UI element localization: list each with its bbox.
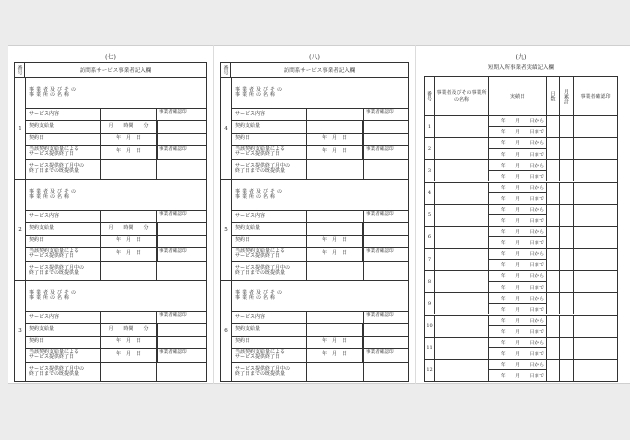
record-cumulative[interactable] (560, 316, 574, 337)
record-business-name[interactable] (435, 271, 489, 292)
record-number: 7 (425, 249, 435, 270)
panel-title: 短期入所事業者実績記入欄 (487, 65, 554, 71)
record-days[interactable] (547, 116, 560, 137)
number-header: 番号 (221, 63, 231, 77)
field-label-used: サービス提供終了月中の 終了日までの既提供量 (26, 363, 101, 382)
field-label-amt: 契約支給量 (26, 223, 101, 234)
form-row-svc (232, 210, 408, 222)
period-from[interactable]: 年 月 日から (489, 138, 546, 149)
record-business-name[interactable] (435, 293, 489, 314)
form-row-biz (26, 180, 206, 210)
record-business-name[interactable] (435, 227, 489, 248)
form-row-date (232, 133, 408, 145)
entry-number: 2 (18, 227, 22, 233)
period-from[interactable]: 年 月 日から (489, 249, 546, 260)
period-from[interactable]: 年 月 日から (489, 205, 546, 216)
value-field-end1[interactable]: 年 月 日 (307, 349, 363, 362)
period-to[interactable]: 年 月 日まで (500, 196, 544, 202)
service-field[interactable] (101, 211, 157, 222)
form-row-end1 (26, 247, 206, 261)
record-row (425, 182, 617, 204)
field-label-end1: 当該契約支給量による サービス提供終了日 (232, 248, 307, 261)
record-days[interactable] (547, 205, 560, 226)
field-label-end1: 当該契約支給量による サービス提供終了日 (232, 146, 307, 159)
value-field-date[interactable]: 年 月 日 (101, 134, 157, 145)
record-cumulative[interactable] (560, 293, 574, 314)
seal-label: 事業者確認印 (366, 212, 394, 218)
record-period (489, 205, 547, 226)
record-days[interactable] (547, 293, 560, 314)
form-row-end1 (26, 145, 206, 159)
record-business-name[interactable] (435, 183, 489, 204)
entry-number: 5 (224, 227, 228, 233)
form-table (220, 62, 409, 382)
record-cumulative[interactable] (560, 249, 574, 270)
period-from[interactable]: 年 月 日から (489, 227, 546, 238)
record-days[interactable] (547, 183, 560, 204)
form-row-amt (232, 222, 408, 234)
record-number: 11 (425, 338, 435, 359)
value-field-date[interactable]: 年 月 日 (307, 134, 363, 145)
record-period (489, 293, 547, 314)
record-seal[interactable] (574, 360, 617, 381)
form-row-used (232, 261, 408, 281)
period-to[interactable]: 年 月 日まで (500, 374, 544, 380)
service-field[interactable] (307, 312, 364, 323)
value-field-date[interactable]: 年 月 日 (101, 337, 157, 348)
record-number: 12 (425, 360, 435, 381)
record-period (489, 160, 547, 181)
entry-body (231, 180, 408, 280)
field-label-amt: 契約支給量 (26, 324, 101, 335)
period-to[interactable]: 年 月 日まで (500, 219, 544, 225)
seal-box[interactable]: 事業者確認印 (159, 349, 187, 355)
record-period (489, 360, 547, 381)
used-amount-field[interactable] (307, 262, 364, 281)
record-cumulative[interactable] (560, 271, 574, 292)
seal-box[interactable]: 事業者確認印 (159, 146, 187, 152)
field-label-end1: 当該契約支給量による サービス提供終了日 (26, 349, 101, 362)
header-no: 番号 (425, 77, 435, 115)
form-row-date (232, 235, 408, 247)
entry-body (231, 78, 408, 179)
form-row-amt (26, 222, 206, 234)
record-table (424, 76, 618, 382)
record-period (489, 338, 547, 359)
record-days[interactable] (547, 138, 560, 159)
record-period (489, 183, 547, 204)
form-row-date (232, 336, 408, 348)
record-number: 5 (425, 205, 435, 226)
section-title: 訪問系サービス事業者記入欄 (283, 68, 356, 74)
form-table (14, 62, 207, 382)
record-row (425, 359, 617, 381)
record-period (489, 138, 547, 159)
form-row-biz (26, 281, 206, 311)
record-number: 3 (425, 160, 435, 181)
record-cumulative[interactable] (560, 183, 574, 204)
record-days[interactable] (547, 316, 560, 337)
field-label-biz: 事業者及びその 事業所の名称 (29, 188, 79, 201)
service-field[interactable] (307, 211, 364, 222)
record-seal[interactable] (574, 227, 617, 248)
period-from[interactable]: 年 月 日から (489, 338, 546, 349)
record-business-name[interactable] (435, 160, 489, 181)
seal-box[interactable] (156, 262, 206, 281)
field-label-date: 契約日 (232, 337, 307, 348)
form-row-used (26, 159, 206, 179)
field-label-svc: サービス内容 (232, 109, 307, 120)
panel-nine (424, 54, 618, 382)
table-header (15, 63, 206, 78)
record-seal[interactable] (574, 293, 617, 314)
form-row-svc (26, 210, 206, 222)
period-to[interactable]: 年 月 日まで (500, 307, 544, 313)
form-row-date (26, 336, 206, 348)
period-to[interactable]: 年 月 日まで (500, 263, 544, 269)
header-days: 日数 (547, 77, 560, 115)
period-to[interactable]: 年 月 日まで (500, 329, 544, 335)
record-seal[interactable] (574, 249, 617, 270)
record-row (425, 248, 617, 270)
record-cumulative[interactable] (560, 138, 574, 159)
form-row-svc (26, 108, 206, 120)
record-seal[interactable] (574, 205, 617, 226)
record-row (425, 315, 617, 337)
record-cumulative[interactable] (560, 360, 574, 381)
seal-box[interactable] (363, 134, 408, 145)
record-number: 4 (425, 183, 435, 204)
period-from[interactable]: 年 月 日から (489, 316, 546, 327)
record-period (489, 227, 547, 248)
record-business-name[interactable] (435, 338, 489, 359)
seal-box[interactable] (156, 363, 206, 382)
record-seal[interactable] (574, 138, 617, 159)
record-days[interactable] (547, 338, 560, 359)
record-row (425, 226, 617, 248)
seal-box[interactable] (363, 236, 408, 247)
value-field-amt[interactable]: 月 時間 分 (101, 324, 157, 335)
form-row-date (26, 235, 206, 247)
record-seal[interactable] (574, 160, 617, 181)
period-to[interactable]: 年 月 日まで (500, 352, 544, 358)
value-field-end1[interactable]: 年 月 日 (307, 248, 363, 261)
period-from[interactable]: 年 月 日から (489, 160, 546, 171)
form-row-end1 (232, 145, 408, 159)
value-field-end1[interactable]: 年 月 日 (101, 146, 157, 159)
seal-label: 事業者確認印 (159, 110, 187, 116)
field-label-biz: 事業者及びその 事業所の名称 (235, 289, 285, 302)
field-label-amt: 契約支給量 (232, 121, 307, 132)
record-row (425, 337, 617, 359)
record-number: 9 (425, 293, 435, 314)
entry-block (15, 78, 206, 179)
value-field-amt[interactable]: 月 時間 分 (101, 121, 157, 132)
value-field-amt[interactable] (307, 223, 363, 234)
period-from[interactable]: 年 月 日から (489, 183, 546, 194)
entry-number: 1 (18, 125, 22, 132)
record-number: 1 (425, 116, 435, 137)
field-label-svc: サービス内容 (26, 211, 101, 222)
field-label-amt: 契約支給量 (232, 223, 307, 234)
form-row-amt (232, 120, 408, 132)
record-business-name[interactable] (435, 360, 489, 381)
record-period (489, 116, 547, 137)
field-label-biz: 事業者及びその 事業所の名称 (235, 86, 285, 99)
seal-label: 事業者確認印 (366, 313, 394, 319)
seal-label: 事業者確認印 (159, 212, 187, 218)
field-label-date: 契約日 (232, 236, 307, 247)
entry-block (221, 78, 408, 179)
service-field[interactable] (307, 109, 364, 120)
record-seal[interactable] (574, 316, 617, 337)
service-field[interactable] (101, 312, 157, 323)
record-cumulative[interactable] (560, 338, 574, 359)
record-cumulative[interactable] (560, 205, 574, 226)
field-label-used: サービス提供終了月中の 終了日までの既提供量 (26, 262, 101, 281)
period-from[interactable]: 年 月 日から (489, 293, 546, 304)
value-field-date[interactable]: 年 月 日 (101, 236, 157, 247)
seal-box[interactable] (156, 223, 206, 234)
entry-block (15, 280, 206, 381)
fold-line (415, 45, 416, 384)
entry-block (221, 179, 408, 280)
form-row-used (26, 362, 206, 382)
value-field-amt[interactable] (307, 324, 363, 335)
fold-line (213, 45, 214, 384)
form-row-end1 (26, 348, 206, 362)
form-row-svc (232, 311, 408, 323)
entry-block (221, 280, 408, 381)
entry-body (25, 281, 206, 381)
entry-number: 4 (224, 125, 228, 132)
value-field-date[interactable]: 年 月 日 (307, 236, 363, 247)
record-cumulative[interactable] (560, 227, 574, 248)
form-row-svc (232, 108, 408, 120)
value-field-end1[interactable]: 年 月 日 (101, 349, 157, 362)
used-amount-field[interactable] (307, 363, 364, 382)
header-row (425, 77, 617, 115)
value-field-end1[interactable]: 年 月 日 (101, 248, 157, 261)
form-row-used (26, 261, 206, 281)
seal-box[interactable]: 事業者確認印 (366, 349, 394, 355)
record-business-name[interactable] (435, 249, 489, 270)
entry-block (15, 179, 206, 280)
record-days[interactable] (547, 160, 560, 181)
record-number: 2 (425, 138, 435, 159)
field-label-used: サービス提供終了月中の 終了日までの既提供量 (232, 363, 307, 382)
field-label-used: サービス提供終了月中の 終了日までの既提供量 (232, 262, 307, 281)
field-label-end1: 当該契約支給量による サービス提供終了日 (232, 349, 307, 362)
seal-box[interactable] (156, 236, 206, 247)
period-to[interactable]: 年 月 日まで (500, 130, 544, 136)
panel-label: (八) (309, 54, 320, 61)
record-cumulative[interactable] (560, 116, 574, 137)
seal-box[interactable] (363, 363, 408, 382)
entry-body (25, 180, 206, 280)
header-biz: 事業者及びその事業所の名称 (435, 77, 489, 115)
record-business-name[interactable] (435, 205, 489, 226)
period-from[interactable]: 年 月 日から (489, 116, 546, 127)
record-number: 8 (425, 271, 435, 292)
record-row (425, 159, 617, 181)
record-seal[interactable] (574, 338, 617, 359)
form-row-amt (232, 323, 408, 335)
used-amount-field[interactable] (101, 363, 157, 382)
seal-box[interactable] (156, 121, 206, 132)
seal-box[interactable]: 事業者確認印 (159, 248, 187, 254)
header-seal: 事業者確認印 (580, 93, 611, 100)
value-field-amt[interactable] (307, 121, 363, 132)
value-field-end1[interactable]: 年 月 日 (307, 146, 363, 159)
form-row-biz (232, 180, 408, 210)
entry-body (25, 78, 206, 179)
seal-box[interactable] (363, 262, 408, 281)
record-business-name[interactable] (435, 116, 489, 137)
period-from[interactable]: 年 月 日から (489, 271, 546, 282)
field-label-date: 契約日 (232, 134, 307, 145)
seal-box[interactable] (156, 160, 206, 179)
record-cumulative[interactable] (560, 160, 574, 181)
seal-box[interactable] (363, 324, 408, 335)
field-label-used: サービス提供終了月中の 終了日までの既提供量 (232, 160, 307, 179)
seal-box[interactable] (363, 223, 408, 234)
form-row-end1 (232, 247, 408, 261)
panel-label: (七) (105, 54, 116, 61)
table-header (221, 63, 408, 78)
field-label-end1: 当該契約支給量による サービス提供終了日 (26, 248, 101, 261)
field-label-biz: 事業者及びその 事業所の名称 (29, 86, 79, 99)
used-amount-field[interactable] (101, 160, 157, 179)
section-title: 訪問系サービス事業者記入欄 (79, 68, 152, 74)
seal-box[interactable] (156, 134, 206, 145)
record-period (489, 316, 547, 337)
field-label-svc: サービス内容 (26, 109, 101, 120)
panel-label: (九) (515, 54, 527, 61)
record-seal[interactable] (574, 271, 617, 292)
field-label-svc: サービス内容 (26, 312, 101, 323)
record-row (425, 204, 617, 226)
form-row-used (232, 362, 408, 382)
record-row (425, 270, 617, 292)
seal-box[interactable] (363, 337, 408, 348)
number-header: 番号 (15, 63, 25, 77)
used-amount-field[interactable] (307, 160, 364, 179)
form-row-biz (232, 281, 408, 311)
record-period (489, 271, 547, 292)
record-days[interactable] (547, 249, 560, 270)
panel-seven (14, 54, 207, 382)
period-to[interactable]: 年 月 日まで (500, 174, 544, 180)
record-row (425, 115, 617, 137)
record-row (425, 292, 617, 314)
seal-box[interactable] (156, 324, 206, 335)
record-seal[interactable] (574, 116, 617, 137)
form-row-date (26, 133, 206, 145)
seal-box[interactable] (363, 160, 408, 179)
entry-number: 6 (224, 328, 228, 334)
record-row (425, 137, 617, 159)
record-days[interactable] (547, 271, 560, 292)
seal-box[interactable] (363, 121, 408, 132)
seal-box[interactable] (156, 337, 206, 348)
record-number: 10 (425, 316, 435, 337)
field-label-biz: 事業者及びその 事業所の名称 (235, 188, 285, 201)
period-to[interactable]: 年 月 日まで (500, 285, 544, 291)
entry-number: 3 (18, 328, 22, 334)
value-field-amt[interactable]: 月 時間 分 (101, 223, 157, 234)
field-label-biz: 事業者及びその 事業所の名称 (29, 289, 79, 302)
period-from[interactable]: 年 月 日から (489, 360, 546, 371)
form-row-amt (26, 120, 206, 132)
seal-label: 事業者確認印 (159, 313, 187, 319)
record-days[interactable] (547, 360, 560, 381)
field-label-amt: 契約支給量 (232, 324, 307, 335)
field-label-date: 契約日 (26, 236, 101, 247)
field-label-end1: 当該契約支給量による サービス提供終了日 (26, 146, 101, 159)
value-field-date[interactable]: 年 月 日 (307, 337, 363, 348)
seal-box[interactable]: 事業者確認印 (366, 146, 394, 152)
period-to[interactable]: 年 月 日まで (500, 241, 544, 247)
form-row-biz (26, 78, 206, 108)
record-business-name[interactable] (435, 138, 489, 159)
service-field[interactable] (101, 109, 157, 120)
period-to[interactable]: 年 月 日まで (500, 152, 544, 158)
field-label-svc: サービス内容 (232, 312, 307, 323)
seal-label: 事業者確認印 (366, 110, 394, 116)
header-cum: 月累計 (560, 77, 574, 115)
form-row-biz (232, 78, 408, 108)
field-label-used: サービス提供終了月中の 終了日までの既提供量 (26, 160, 101, 179)
field-label-amt: 契約支給量 (26, 121, 101, 132)
field-label-date: 契約日 (26, 337, 101, 348)
field-label-svc: サービス内容 (232, 211, 307, 222)
form-row-amt (26, 323, 206, 335)
record-period (489, 249, 547, 270)
record-seal[interactable] (574, 183, 617, 204)
form-row-end1 (232, 348, 408, 362)
form-row-svc (26, 311, 206, 323)
record-days[interactable] (547, 227, 560, 248)
record-business-name[interactable] (435, 316, 489, 337)
seal-box[interactable]: 事業者確認印 (366, 248, 394, 254)
field-label-date: 契約日 (26, 134, 101, 145)
form-row-used (232, 159, 408, 179)
header-period: 実績日 (489, 77, 547, 115)
used-amount-field[interactable] (101, 262, 157, 281)
record-number: 6 (425, 227, 435, 248)
entry-body (231, 281, 408, 381)
panel-eight (220, 54, 409, 382)
